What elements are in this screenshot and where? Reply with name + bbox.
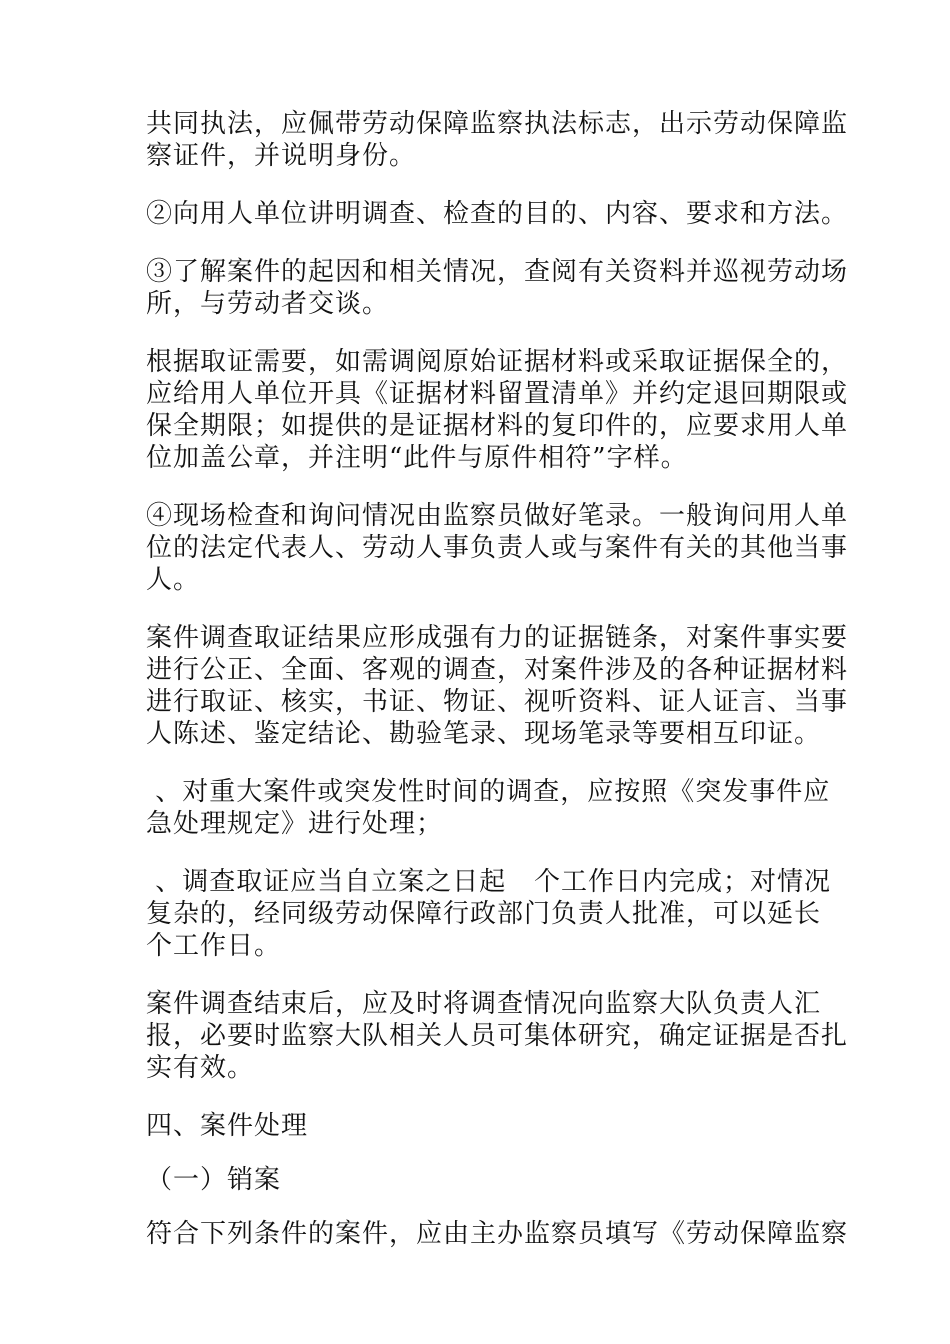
body-paragraph	[146, 776, 831, 840]
body-paragraph	[146, 346, 849, 474]
text-line: 共同执法，应佩带劳动保障监察执法标志，出示劳动保障监	[146, 109, 849, 139]
text-line: 察证件，并说明身份。	[146, 141, 417, 171]
text-line: 应给用人单位开具《证据材料留置清单》并约定退回期限或	[146, 379, 849, 409]
body-paragraph	[146, 198, 849, 230]
section-heading	[146, 1164, 810, 1196]
text-line: 保全期限；如提供的是证据材料的复印件的，应要求用人单	[146, 411, 849, 441]
body-paragraph	[146, 1218, 849, 1250]
document-body	[146, 108, 849, 1276]
body-paragraph	[146, 866, 832, 962]
text-line: 案件调查结束后，应及时将调查情况向监察大队负责人汇	[146, 989, 822, 1019]
text-line: ④现场检查和询问情况由监察员做好笔录。一般询问用人单	[146, 501, 849, 531]
text-line: 进行公正、全面、客观的调查，对案件涉及的各种证据材料	[146, 655, 849, 685]
text-line: 进行取证、核实，书证、物证、视听资料、证人证言、当事	[146, 687, 849, 717]
text-line: ③了解案件的起因和相关情况，查阅有关资料并巡视劳动场	[146, 257, 849, 287]
text-line: 人。	[146, 565, 201, 595]
text-line: 复杂的，经同级劳动保障行政部门负责人批准，可以延长	[146, 899, 822, 929]
text-line: 个工作日。	[146, 931, 282, 961]
text-line: 根据取证需要，如需调阅原始证据材料或采取证据保全的，	[146, 347, 849, 377]
text-line: 人陈述、鉴定结论、勘验笔录、现场笔录等要相互印证。	[146, 719, 822, 749]
body-paragraph	[146, 622, 849, 750]
section-heading	[146, 1110, 810, 1142]
text-line: 、调查取证应当自立案之日起 个工作日内完成；对情况	[146, 867, 832, 897]
text-line: 案件调查取证结果应形成强有力的证据链条，对案件事实要	[146, 623, 849, 653]
text-line: （一）销案	[146, 1165, 282, 1195]
text-line: 位加盖公章，并注明“此件与原件相符”字样。	[146, 443, 688, 473]
text-line: 四、案件处理	[146, 1111, 309, 1141]
text-line: 所，与劳动者交谈。	[146, 289, 390, 319]
body-paragraph	[146, 988, 849, 1084]
body-paragraph	[146, 108, 849, 172]
body-paragraph	[146, 256, 849, 320]
text-line: 符合下列条件的案件，应由主办监察员填写《劳动保障监察	[146, 1219, 849, 1249]
text-line: ②向用人单位讲明调查、检查的目的、内容、要求和方法。	[146, 199, 849, 229]
text-line: 急处理规定》进行处理；	[146, 809, 444, 839]
text-line: 、对重大案件或突发性时间的调查，应按照《突发事件应	[146, 777, 831, 807]
text-line: 报，必要时监察大队相关人员可集体研究，确定证据是否扎	[146, 1021, 849, 1051]
text-line: 位的法定代表人、劳动人事负责人或与案件有关的其他当事	[146, 533, 849, 563]
body-paragraph	[146, 500, 849, 596]
text-line: 实有效。	[146, 1053, 255, 1083]
